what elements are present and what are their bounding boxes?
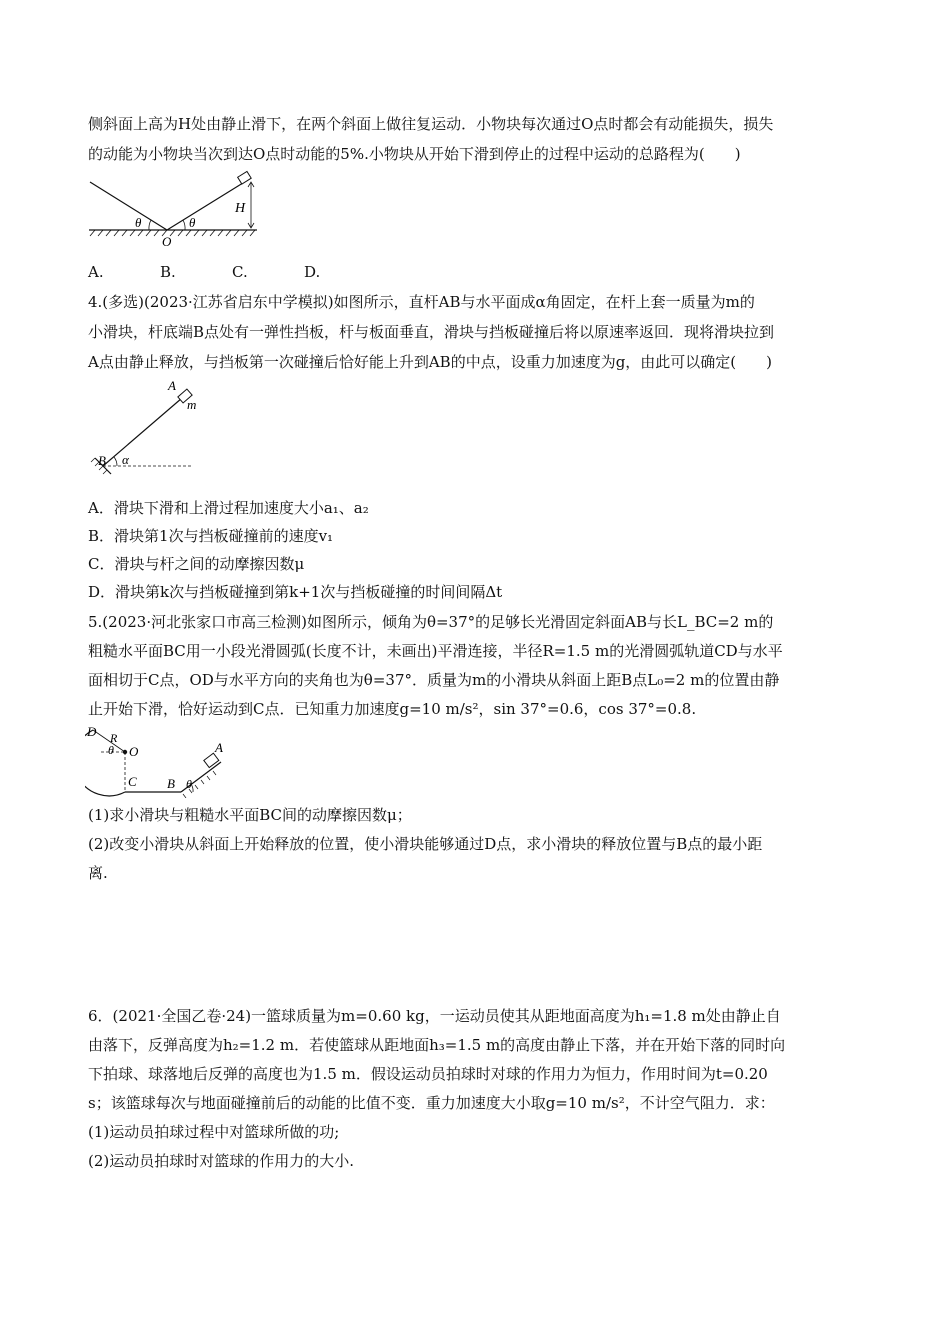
q4-rod-figure [85,378,205,478]
q3-option-b[interactable]: B. [160,263,176,281]
q5-fig-label-r: R [110,731,118,745]
q5-fig-theta-b: θ [186,777,192,791]
q4-option-b[interactable]: B．滑块第1次与挡板碰撞前的速度v₁ [88,527,334,545]
q4-fig-label-m: m [187,397,197,412]
q3-fig-theta-left: θ [135,215,142,230]
q4-fig-label-a: A [168,378,176,393]
q5-fig-label-a: A [215,740,223,755]
q3-fig-label-o: O [162,234,172,248]
q6-text-line-2: 由落下，反弹高度为h₂=1.2 m．若使篮球从距地面h₃=1.5 m的高度由静止下落，并在开始下落的同时向 [88,1036,786,1054]
q3-v-slope-figure [85,170,265,248]
q5-fig-label-o: O [129,744,139,759]
q3-fig-label-h: H [235,201,246,216]
q5-text-line-3: 面相切于C点，OD与水平方向的夹角也为θ=37°．质量为m的小滑块从斜面上距B点L₀=2 m的位置由静 [88,671,780,689]
q3-text-line-2: 的动能为小物块当次到达O点时动能的5%.小物块从开始下滑到停止的过程中运动的总路程为( ) [88,145,741,163]
q4-option-a[interactable]: A．滑块下滑和上滑过程加速度大小a₁、a₂ [88,499,369,517]
q5-fig-label-d: D [87,724,97,739]
q3-text-line-1: 侧斜面上高为H处由静止滑下，在两个斜面上做往复运动．小物块每次通过O点时都会有动能损失，损失 [88,115,774,133]
q4-text-line-1: 4.(多选)(2023·江苏省启东中学模拟)如图所示，直杆AB与水平面成α角固定，在杆上套一质量为m的 [88,293,755,311]
q5-text-line-4: 止开始下滑，恰好运动到C点．已知重力加速度g=10 m/s²，sin 37°=0.6，cos 37°=0.8. [88,700,697,718]
q5-fig-theta-o: θ [108,743,114,757]
q6-subquestion-2: (2)运动员拍球时对篮球的作用力的大小. [88,1152,355,1170]
q3-option-a[interactable]: A. [88,263,104,281]
q4-text-line-2: 小滑块，杆底端B点处有一弹性挡板，杆与板面垂直，滑块与挡板碰撞后将以原速率返回．现将滑块拉到 [88,323,775,341]
q5-subquestion-1: (1)求小滑块与粗糙水平面BC间的动摩擦因数μ； [88,806,412,824]
q5-text-line-2: 粗糙水平面BC用一小段光滑圆弧(长度不计，未画出)平滑连接，半径R=1.5 m的光滑圆弧轨道CD与水平 [88,642,783,660]
q5-track-figure [85,722,235,798]
q5-subquestion-2-line-2: 离. [88,864,108,882]
q5-subquestion-2-line-1: (2)改变小滑块从斜面上开始释放的位置，使小滑块能够通过D点，求小滑块的释放位置与B点的最小距 [88,835,763,853]
q3-option-d[interactable]: D. [304,263,321,281]
q4-fig-label-alpha: α [122,452,129,467]
q4-option-d[interactable]: D．滑块第k次与挡板碰撞到第k+1次与挡板碰撞的时间间隔Δt [88,583,503,601]
q6-text-line-4: s；该篮球每次与地面碰撞前后的动能的比值不变．重力加速度大小取g=10 m/s²，不计空气阻力．求： [88,1094,775,1112]
q5-text-line-1: 5.(2023·河北张家口市高三检测)如图所示，倾角为θ=37°的足够长光滑固定斜面AB与长L_BC=2 m的 [88,613,774,631]
q3-options [88,262,320,282]
q3-option-c[interactable]: C. [232,263,248,281]
q5-fig-label-b: B [167,776,175,791]
q6-text-line-3: 下拍球、球落地后反弹的高度也为1.5 m．假设运动员拍球时对球的作用力为恒力，作用时间为t=0.20 [88,1065,768,1083]
q6-text-line-1: 6．(2021·全国乙卷·24)一篮球质量为m=0.60 kg，一运动员使其从距地面高度为h₁=1.8 m处由静止自 [88,1007,781,1025]
q3-fig-theta-right: θ [189,215,196,230]
q6-subquestion-1: (1)运动员拍球过程中对篮球所做的功; [88,1123,340,1141]
q4-option-c[interactable]: C．滑块与杆之间的动摩擦因数μ [88,555,305,573]
q5-fig-label-c: C [128,774,137,789]
q4-fig-label-b: B [98,453,106,468]
q4-text-line-3: A点由静止释放，与挡板第一次碰撞后恰好能上升到AB的中点，设重力加速度为g，由此可以确定( ) [88,353,772,371]
